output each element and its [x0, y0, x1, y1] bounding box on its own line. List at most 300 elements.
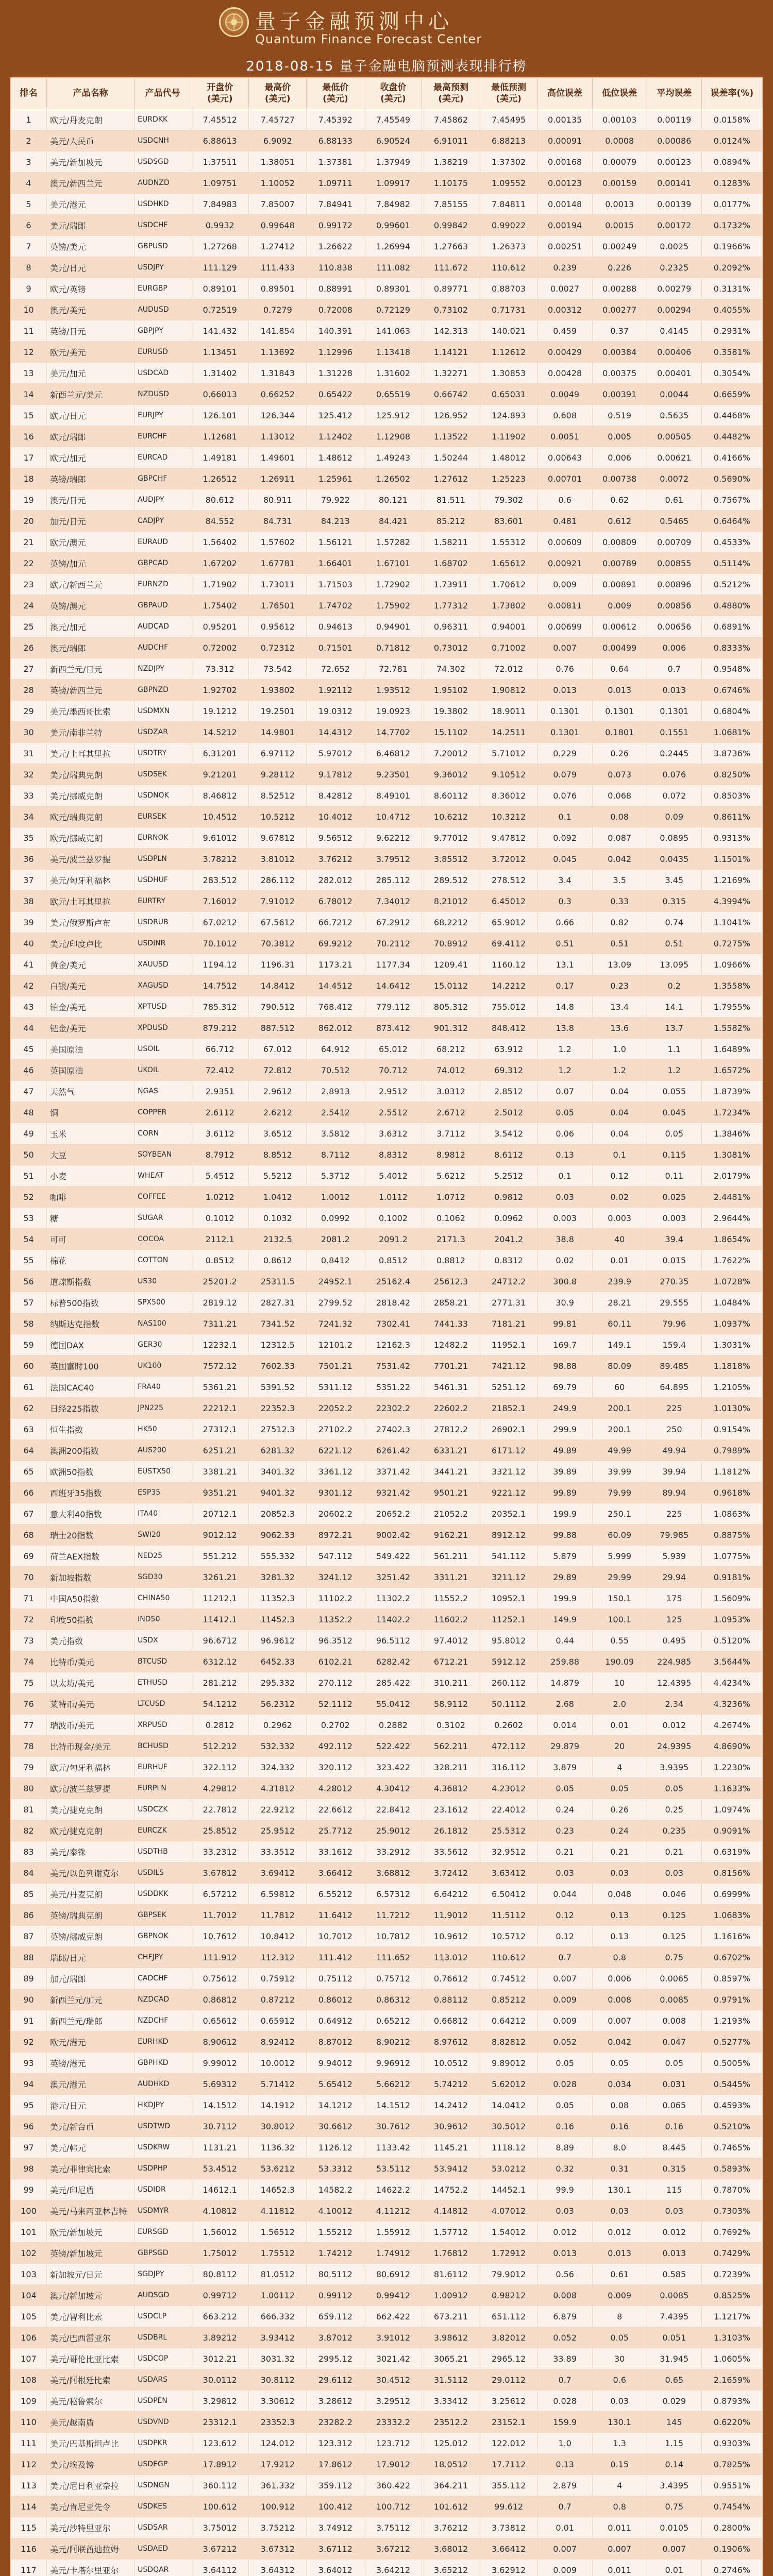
cell-low-price: 1.74212: [307, 2243, 364, 2264]
cell-product-name: 新西兰元/日元: [47, 658, 135, 680]
cell-close-price: 22.8412: [364, 1799, 422, 1820]
cell-forecast-high: 1.58211: [422, 532, 480, 553]
cell-low-error: 0.05: [592, 2053, 647, 2074]
cell-product-code: USDZAR: [135, 722, 191, 743]
ranking-table-container: [10, 77, 763, 2576]
cell-error-rate: 1.3031%: [701, 1334, 762, 1355]
cell-product-name: 澳洲200指数: [47, 1440, 135, 1461]
cell-low-error: 0.519: [592, 405, 647, 426]
table-row: [11, 2074, 763, 2095]
cell-close-price: 1133.42: [364, 2137, 422, 2158]
table-row: [11, 278, 763, 299]
cell-low-error: 0.13: [592, 1926, 647, 1947]
table-row: [11, 1271, 763, 1292]
cell-close-price: 80.6912: [364, 2264, 422, 2285]
cell-close-price: 141.063: [364, 320, 422, 342]
cell-average-error: 159.4: [647, 1334, 701, 1355]
cell-forecast-high: 6331.21: [422, 1440, 480, 1461]
cell-error-rate: 4.3994%: [701, 891, 762, 912]
cell-low-price: 1.09711: [307, 173, 364, 194]
cell-rank: 14: [11, 384, 47, 405]
cell-rank: 28: [11, 680, 47, 701]
cell-product-name: 天然气: [47, 1081, 135, 1102]
cell-error-rate: 0.3131%: [701, 278, 762, 299]
cell-close-price: 96.5112: [364, 1630, 422, 1651]
cell-forecast-low: 11952.1: [480, 1334, 537, 1355]
cell-forecast-low: 278.512: [480, 870, 537, 891]
cell-rank: 18: [11, 468, 47, 489]
cell-low-price: 33.1612: [307, 1841, 364, 1862]
cell-low-error: 0.087: [592, 827, 647, 849]
cell-high-price: 3.30612: [249, 2391, 307, 2412]
table-row: [11, 658, 763, 680]
cell-close-price: 55.0412: [364, 1693, 422, 1715]
cell-product-name: 澳元/美元: [47, 299, 135, 320]
cell-close-price: 11302.2: [364, 1588, 422, 1609]
cell-product-code: SGDJPY: [135, 2264, 191, 2285]
cell-close-price: 7531.42: [364, 1355, 422, 1377]
cell-close-price: 27402.3: [364, 1419, 422, 1440]
cell-product-name: 美元/匈牙利福林: [47, 870, 135, 891]
cell-error-rate: 0.7692%: [701, 2222, 762, 2243]
cell-rank: 106: [11, 2327, 47, 2348]
cell-forecast-low: 14.2511: [480, 722, 537, 743]
table-row: [11, 1440, 763, 1461]
cell-open-price: 22212.1: [191, 1398, 249, 1419]
cell-low-error: 49.99: [592, 1440, 647, 1461]
cell-product-code: EURGBP: [135, 278, 191, 299]
cell-high-price: 3.75212: [249, 2517, 307, 2538]
cell-product-name: 加元/日元: [47, 511, 135, 532]
cell-high-price: 0.7279: [249, 299, 307, 320]
cell-high-price: 0.89501: [249, 278, 307, 299]
cell-forecast-high: 113.012: [422, 1947, 480, 1968]
table-row: [11, 849, 763, 870]
cell-forecast-high: 2858.21: [422, 1292, 480, 1313]
cell-low-error: 0.26: [592, 1799, 647, 1820]
cell-average-error: 0.00855: [647, 553, 701, 574]
cell-product-name: 美元/波兰兹罗提: [47, 849, 135, 870]
cell-open-price: 9.61012: [191, 827, 249, 849]
cell-rank: 23: [11, 574, 47, 595]
cell-forecast-low: 8.82812: [480, 2031, 537, 2053]
cell-low-error: 0.82: [592, 912, 647, 933]
cell-low-price: 10.7012: [307, 1926, 364, 1947]
table-row: [11, 405, 763, 426]
cell-product-code: GBPSGD: [135, 2243, 191, 2264]
table-row: [11, 1799, 763, 1820]
cell-product-name: 荷兰AEX指数: [47, 1546, 135, 1567]
table-row: [11, 637, 763, 658]
cell-forecast-low: 9221.12: [480, 1482, 537, 1503]
cell-product-code: GBPCAD: [135, 553, 191, 574]
cell-open-price: 0.65612: [191, 2010, 249, 2031]
cell-high-price: 5391.52: [249, 1377, 307, 1398]
cell-product-code: USDMXN: [135, 701, 191, 722]
cell-close-price: 25.9012: [364, 1820, 422, 1841]
cell-open-price: 3.75012: [191, 2517, 249, 2538]
cell-low-error: 0.003: [592, 1208, 647, 1229]
cell-high-price: 100.912: [249, 2496, 307, 2517]
cell-average-error: 3.45: [647, 870, 701, 891]
table-row: [11, 1651, 763, 1672]
cell-rank: 60: [11, 1355, 47, 1377]
cell-high-price: 0.72312: [249, 637, 307, 658]
cell-forecast-high: 53.9412: [422, 2158, 480, 2179]
cell-error-rate: 1.8739%: [701, 1081, 762, 1102]
cell-forecast-low: 69.312: [480, 1060, 537, 1081]
cell-forecast-high: 3.33412: [422, 2391, 480, 2412]
cell-low-price: 1.12996: [307, 342, 364, 363]
cell-average-error: 0.4145: [647, 320, 701, 342]
cell-product-name: 美元/埃及镑: [47, 2454, 135, 2475]
cell-product-name: 美元/瑞郎: [47, 215, 135, 236]
cell-product-code: EURSGD: [135, 2222, 191, 2243]
cell-close-price: 30.4512: [364, 2369, 422, 2391]
table-row: [11, 2454, 763, 2475]
cell-high-price: 7.91012: [249, 891, 307, 912]
cell-rank: 15: [11, 405, 47, 426]
cell-error-rate: 1.7955%: [701, 996, 762, 1018]
column-header: [480, 78, 537, 109]
cell-forecast-low: 69.4112: [480, 933, 537, 954]
cell-open-price: 100.612: [191, 2496, 249, 2517]
ranking-table: [10, 77, 763, 2576]
cell-rank: 10: [11, 299, 47, 320]
cell-low-price: 64.912: [307, 1039, 364, 1060]
cell-low-price: 2.8913: [307, 1081, 364, 1102]
cell-close-price: 1.26502: [364, 468, 422, 489]
cell-product-name: 新西兰元/美元: [47, 384, 135, 405]
cell-product-code: GBPJPY: [135, 320, 191, 342]
cell-product-name: 美元/新台币: [47, 2116, 135, 2137]
cell-high-error: 0.05: [537, 1102, 592, 1123]
cell-error-rate: 0.0158%: [701, 109, 762, 130]
cell-product-name: 美元指数: [47, 1630, 135, 1651]
cell-forecast-low: 10.3212: [480, 806, 537, 827]
cell-low-error: 0.12: [592, 1165, 647, 1187]
cell-open-price: 1.37511: [191, 151, 249, 173]
cell-high-price: 5.5212: [249, 1165, 307, 1187]
cell-average-error: 29.94: [647, 1567, 701, 1588]
cell-product-code: COPPER: [135, 1102, 191, 1123]
cell-low-price: 492.112: [307, 1736, 364, 1757]
cell-error-rate: 0.8793%: [701, 2391, 762, 2412]
cell-forecast-low: 0.71731: [480, 299, 537, 320]
cell-forecast-low: 541.112: [480, 1546, 537, 1567]
cell-rank: 46: [11, 1060, 47, 1081]
cell-average-error: 0.00119: [647, 109, 701, 130]
cell-forecast-low: 4.23012: [480, 1778, 537, 1799]
cell-high-error: 0.608: [537, 405, 592, 426]
cell-high-price: 1.13692: [249, 342, 307, 363]
cell-low-error: 0.00277: [592, 299, 647, 320]
cell-close-price: 14622.2: [364, 2179, 422, 2200]
cell-forecast-low: 0.98212: [480, 2285, 537, 2306]
cell-average-error: 0.115: [647, 1144, 701, 1165]
cell-rank: 43: [11, 996, 47, 1018]
table-row: [11, 1018, 763, 1039]
cell-rank: 66: [11, 1482, 47, 1503]
cell-rank: 93: [11, 2053, 47, 2074]
cell-low-price: 5.65412: [307, 2074, 364, 2095]
cell-error-rate: 0.4593%: [701, 2095, 762, 2116]
cell-error-rate: 0.5120%: [701, 1630, 762, 1651]
cell-high-price: 84.731: [249, 511, 307, 532]
cell-forecast-low: 0.88703: [480, 278, 537, 299]
table-row: [11, 1820, 763, 1841]
cell-low-price: 125.412: [307, 405, 364, 426]
cell-high-price: 3.81012: [249, 849, 307, 870]
cell-product-name: 美元/新加坡元: [47, 151, 135, 173]
cell-high-error: 0.052: [537, 2327, 592, 2348]
cell-open-price: 5.69312: [191, 2074, 249, 2095]
cell-product-name: 英镑/加元: [47, 553, 135, 574]
cell-rank: 64: [11, 1440, 47, 1461]
cell-low-error: 0.00612: [592, 616, 647, 637]
cell-average-error: 13.7: [647, 1018, 701, 1039]
cell-close-price: 0.94901: [364, 616, 422, 637]
cell-open-price: 1.67202: [191, 553, 249, 574]
cell-forecast-high: 10.9612: [422, 1926, 480, 1947]
cell-low-price: 25.7712: [307, 1820, 364, 1841]
cell-product-code: USDAED: [135, 2538, 191, 2560]
cell-product-name: 澳元/日元: [47, 489, 135, 511]
cell-low-error: 0.007: [592, 2538, 647, 2560]
cell-low-price: 3.28612: [307, 2391, 364, 2412]
cell-low-error: 10: [592, 1672, 647, 1693]
cell-close-price: 0.99601: [364, 215, 422, 236]
cell-high-error: 159.9: [537, 2412, 592, 2433]
cell-forecast-low: 0.64212: [480, 2010, 537, 2031]
cell-high-error: 0.229: [537, 743, 592, 764]
table-row: [11, 2264, 763, 2285]
cell-close-price: 17.9012: [364, 2454, 422, 2475]
cell-close-price: 7.34012: [364, 891, 422, 912]
cell-error-rate: 0.7825%: [701, 2454, 762, 2475]
cell-high-error: 0.6: [537, 489, 592, 511]
cell-close-price: 0.71812: [364, 637, 422, 658]
cell-high-error: 2.879: [537, 2475, 592, 2496]
cell-rank: 53: [11, 1208, 47, 1229]
cell-error-rate: 0.8156%: [701, 1862, 762, 1884]
cell-open-price: 84.552: [191, 511, 249, 532]
cell-forecast-low: 0.99022: [480, 215, 537, 236]
cell-average-error: 0.051: [647, 2327, 701, 2348]
table-row: [11, 1503, 763, 1524]
cell-average-error: 0.012: [647, 1715, 701, 1736]
cell-open-price: 5361.21: [191, 1377, 249, 1398]
cell-product-code: USDSAR: [135, 2517, 191, 2538]
cell-low-price: 66.7212: [307, 912, 364, 933]
cell-high-error: 99.89: [537, 1482, 592, 1503]
cell-average-error: 12.4395: [647, 1672, 701, 1693]
cell-rank: 50: [11, 1144, 47, 1165]
cell-forecast-high: 1.76812: [422, 2243, 480, 2264]
cell-product-code: COCOA: [135, 1229, 191, 1250]
cell-high-price: 1.26911: [249, 468, 307, 489]
cell-high-price: 3.69412: [249, 1862, 307, 1884]
cell-high-error: 0.028: [537, 2074, 592, 2095]
cell-average-error: 1.15: [647, 2433, 701, 2454]
cell-error-rate: 0.8250%: [701, 764, 762, 785]
cell-forecast-low: 79.302: [480, 489, 537, 511]
cell-close-price: 2.5512: [364, 1102, 422, 1123]
cell-rank: 78: [11, 1736, 47, 1757]
cell-open-price: 30.0112: [191, 2369, 249, 2391]
cell-product-code: XPTUSD: [135, 996, 191, 1018]
cell-low-price: 0.75112: [307, 1968, 364, 1989]
cell-rank: 1: [11, 109, 47, 130]
cell-average-error: 0.006: [647, 637, 701, 658]
cell-average-error: 0.1301: [647, 701, 701, 722]
table-row: [11, 1334, 763, 1355]
cell-low-price: 111.412: [307, 1947, 364, 1968]
cell-product-code: UK100: [135, 1355, 191, 1377]
cell-rank: 13: [11, 363, 47, 384]
cell-average-error: 125: [647, 1609, 701, 1630]
cell-open-price: 1.49181: [191, 447, 249, 468]
cell-low-price: 1.31228: [307, 363, 364, 384]
cell-high-price: 25311.5: [249, 1271, 307, 1292]
cell-error-rate: 0.6319%: [701, 1841, 762, 1862]
cell-error-rate: 0.4055%: [701, 299, 762, 320]
table-row: [11, 1355, 763, 1377]
cell-rank: 62: [11, 1398, 47, 1419]
cell-forecast-low: 0.0962: [480, 1208, 537, 1229]
cell-low-price: 8.7112: [307, 1144, 364, 1165]
cell-product-name: 美元/印尼盾: [47, 2179, 135, 2200]
cell-close-price: 70.712: [364, 1060, 422, 1081]
cell-low-error: 0.02: [592, 1187, 647, 1208]
cell-high-error: 0.56: [537, 2264, 592, 2285]
cell-product-code: AUDNZD: [135, 173, 191, 194]
cell-close-price: 0.99412: [364, 2285, 422, 2306]
cell-low-price: 0.99112: [307, 2285, 364, 2306]
table-row: [11, 2348, 763, 2369]
cell-low-price: 6.78012: [307, 891, 364, 912]
cell-forecast-high: 1.95102: [422, 680, 480, 701]
cell-forecast-high: 9501.21: [422, 1482, 480, 1503]
cell-forecast-high: 81.6112: [422, 2264, 480, 2285]
cell-low-price: 0.0992: [307, 1208, 364, 1229]
cell-forecast-low: 6.88213: [480, 130, 537, 151]
cell-low-price: 79.922: [307, 489, 364, 511]
cell-low-error: 0.006: [592, 1968, 647, 1989]
cell-average-error: 0.0105: [647, 2517, 701, 2538]
cell-forecast-high: 125.012: [422, 2433, 480, 2454]
cell-low-error: 0.62: [592, 489, 647, 511]
cell-high-error: 1.0: [537, 2433, 592, 2454]
cell-open-price: 879.212: [191, 1018, 249, 1039]
cell-high-price: 141.854: [249, 320, 307, 342]
cell-forecast-low: 14.0412: [480, 2095, 537, 2116]
cell-low-error: 29.99: [592, 1567, 647, 1588]
cell-product-code: USDDKK: [135, 1884, 191, 1905]
cell-open-price: 17.8912: [191, 2454, 249, 2475]
cell-close-price: 23332.2: [364, 2412, 422, 2433]
cell-low-price: 4.28012: [307, 1778, 364, 1799]
cell-high-price: 9062.33: [249, 1524, 307, 1546]
cell-product-code: XRPUSD: [135, 1715, 191, 1736]
cell-average-error: 0.007: [647, 2538, 701, 2560]
cell-close-price: 72.781: [364, 658, 422, 680]
table-row: [11, 1229, 763, 1250]
cell-close-price: 123.712: [364, 2433, 422, 2454]
cell-product-name: 美元/挪威克朗: [47, 785, 135, 806]
cell-high-price: 81.0512: [249, 2264, 307, 2285]
table-row: [11, 447, 763, 468]
cell-low-error: 28.21: [592, 1292, 647, 1313]
cell-forecast-high: 23.1612: [422, 1799, 480, 1820]
cell-high-error: 300.8: [537, 1271, 592, 1292]
cell-low-error: 0.034: [592, 2074, 647, 2095]
cell-product-name: 美元/巴西雷亚尔: [47, 2327, 135, 2348]
cell-forecast-high: 1.50244: [422, 447, 480, 468]
cell-high-error: 0.05: [537, 1778, 592, 1799]
cell-product-name: 美元/马来西亚林吉特: [47, 2200, 135, 2222]
cell-open-price: 80.8112: [191, 2264, 249, 2285]
table-row: [11, 2306, 763, 2327]
cell-rank: 20: [11, 511, 47, 532]
cell-high-error: 0.00194: [537, 215, 592, 236]
cell-forecast-low: 79.9012: [480, 2264, 537, 2285]
cell-rank: 105: [11, 2306, 47, 2327]
cell-product-code: EURNZD: [135, 574, 191, 595]
cell-forecast-high: 1.0712: [422, 1187, 480, 1208]
cell-close-price: 3021.42: [364, 2348, 422, 2369]
cell-open-price: 27312.1: [191, 1419, 249, 1440]
cell-forecast-low: 0.8312: [480, 1250, 537, 1271]
cell-error-rate: 0.5445%: [701, 2074, 762, 2095]
cell-average-error: 0.003: [647, 1208, 701, 1229]
cell-high-price: 7.85007: [249, 194, 307, 215]
cell-close-price: 6.57312: [364, 1884, 422, 1905]
cell-low-error: 149.1: [592, 1334, 647, 1355]
cell-forecast-low: 3.5412: [480, 1123, 537, 1144]
cell-average-error: 0.235: [647, 1820, 701, 1841]
cell-high-error: 14.8: [537, 996, 592, 1018]
cell-high-price: 11.7812: [249, 1905, 307, 1926]
cell-high-price: 1.31843: [249, 363, 307, 384]
cell-low-error: 40: [592, 1229, 647, 1250]
cell-forecast-low: 124.893: [480, 405, 537, 426]
column-header-label: 低位误差: [602, 88, 637, 98]
cell-product-code: NZDJPY: [135, 658, 191, 680]
cell-high-error: 0.0027: [537, 278, 592, 299]
cell-rank: 22: [11, 553, 47, 574]
cell-low-error: 0.01: [592, 1250, 647, 1271]
cell-open-price: 1.27268: [191, 236, 249, 257]
cell-rank: 29: [11, 701, 47, 722]
cell-average-error: 0.75: [647, 2496, 701, 2517]
cell-close-price: 4.11212: [364, 2200, 422, 2222]
cell-low-error: 8.0: [592, 2137, 647, 2158]
cell-high-price: 27512.3: [249, 1419, 307, 1440]
cell-product-name: 德国DAX: [47, 1334, 135, 1355]
cell-product-name: 美元/智利比索: [47, 2306, 135, 2327]
cell-low-error: 0.64: [592, 658, 647, 680]
cell-open-price: 6.31201: [191, 743, 249, 764]
cell-forecast-high: 1.68702: [422, 553, 480, 574]
cell-close-price: 522.422: [364, 1736, 422, 1757]
cell-close-price: 67.2912: [364, 912, 422, 933]
cell-low-price: 9301.12: [307, 1482, 364, 1503]
cell-error-rate: 0.6220%: [701, 2412, 762, 2433]
table-row: [11, 764, 763, 785]
cell-forecast-high: 0.73012: [422, 637, 480, 658]
cell-low-price: 3.74912: [307, 2517, 364, 2538]
